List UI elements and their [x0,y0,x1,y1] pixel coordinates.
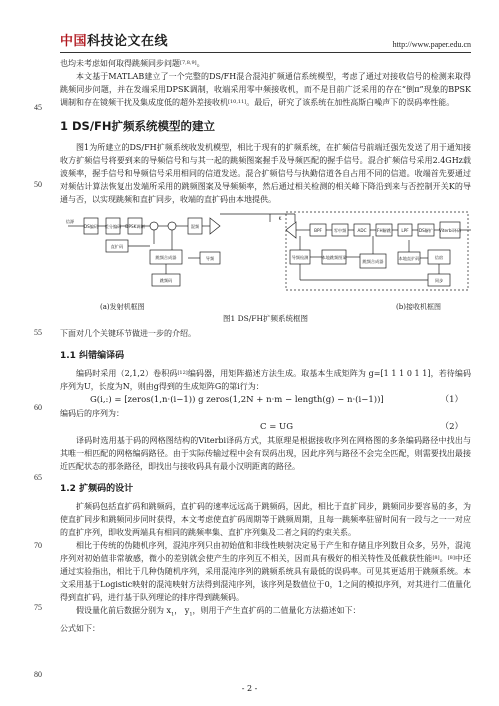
line-number: 65 [34,473,42,482]
line-number: 75 [34,603,42,612]
line-number: 60 [34,403,42,412]
section-1-2-paragraph-2: 相比于传统的伪随机序列，混沌序列只由初始值和非线性映射决定易于产生和存储且序列数目众多，另外，混沌序列对初始值非常敏感，微小的差别就会使产生的序列互不相关，因而具有极好的相关特性及低截获性能[8]。[8]中还通过实验指出，相比于几种伪随机序列，采用混沌序列的跳频系统具有最低的误码率。可见其更适用于跳频系统。本文采用基于Logistic映射的混沌映射方法得到混沌序列，该序列是数值位于0，1之间的模拟序列，对其进行二值量化得到直扩码，进行基于队列理论的排序得到跳频码。 [60,541,472,602]
site-url[interactable]: http://www.paper.edu.cn [392,40,471,49]
equation-2 [60,420,471,434]
line-number: 70 [34,541,42,550]
page-number: - 2 - [241,684,258,693]
figure-1 [60,210,471,300]
intro-paragraph-2: 本文基于MATLAB建立了一个完整的DS/FH混合混沌扩频通信系统模型，考虑了通过对接收信号的检测来取得跳频同步问题，并在发端采用DPSK调制，收端采用零中频接收机，而不是目前广泛采用的存在“倒π”现象的BPSK调制和存在镜频干扰及集成度低的超外差接收机[10,11]。最后，研究了该系统在加性高斯白噪声下的误码率性能。 [60,72,471,107]
citation[interactable]: [8] [447,555,455,561]
page-content [60,57,471,635]
section-1-1-paragraph-3: 译码时选用基于码的网格图结构的Viterbi译码方式，其原理是根据接收序列在网格图的多条编码路径中找出与其唯一相匹配的网格编码路径。由于实际传输过程中会有误码出现，因此序列与路径不会完全匹配，则需要找出最接近匹配状态的那条路径，即找出与接收码具有最小汉明距离的路径。 [60,436,471,471]
citation[interactable]: [12] [177,370,188,376]
section-1-1-paragraph-2: 编码后的序列为： [60,409,124,418]
equation-2-body: C = UG [260,422,293,432]
section-1-paragraph: 图1为所建立的DS/FH扩频系统收发机模型，相比于现有的扩频系统，在扩频信号前端迁强先发送了用于通知接收方扩频信号将要到来的导频信号和与其一起的跳频图案握手及导频匹配的握手信号。混合扩频信号采用2.4GHz载波频率，握手信号和导频信号采用相同的信道发送。混合扩频信号与执勤信道各自占用不同的信道。收端首先要通过对频估计算法恢复出发端所采用的跳频图案及导频频率，然后通过相关检测的相关峰下降沿到来与否控制开关K的导通与否，以实现跳频和直扩同步，收端的直扩码由本地提供。 [60,143,471,204]
citation[interactable]: [10,11] [228,99,247,105]
logo-red-text: 中国 [60,34,88,49]
tx-block-label: 跳频码 [159,278,173,283]
rx-block-label: 零中频 [333,228,347,233]
rx-block-label: 本地跳频图案 [321,255,347,260]
equation-1 [60,393,471,407]
tx-block-label: 导频 [205,256,215,261]
tx-block-label: DPSK调制 [125,224,145,229]
citation[interactable]: [8] [432,555,440,561]
figure-caption: 图1 DS/FH扩频系统框图 [222,314,309,323]
rx-block-label: FH解跳 [377,228,391,233]
page-header [0,0,499,49]
rx-block-label: BPF [314,228,322,233]
rx-block-label: 导频检测 [291,255,309,260]
intro-paragraph-1: 也均未考虑如何取得跳频同步问题[7,8,9]。 [60,59,205,68]
tx-block-label: 差分编码 [104,224,122,229]
rx-subcaption: (b)接收机框图 [396,303,441,311]
rx-block-label: ADC [357,228,367,233]
logo-black-text: 科技论文在线 [87,34,169,49]
line-number: 55 [34,328,42,337]
rx-block-label: 跳频合成器 [362,259,384,264]
tx-block-label: 跳频合成器 [155,255,177,260]
rx-block-label: 本地直扩码 [398,256,420,261]
equation-1-number: （1） [440,395,463,405]
line-number: 50 [34,180,42,189]
section-1-2-paragraph-4: 公式如下： [60,623,100,633]
switch-label: K [278,216,282,221]
tx-subcaption: (a)发射机框图 [100,303,145,311]
header-divider [60,52,471,53]
tx-source-label: 信源 [65,219,75,224]
rx-block-label: LPF [401,228,409,233]
figure-subcaptions [100,302,441,312]
equation-2-number: （2） [440,422,463,432]
block-diagram [60,210,471,300]
section-1-2-heading: 1.2 扩频码的设计 [60,484,134,494]
section-1-1-heading: 1.1 纠错编译码 [60,351,125,361]
equation-1-body: G(i,:) = [zeros(1,n·(i−1)) g zeros(1,2N + n·m − length(g) − n·(i−1))] [90,395,384,405]
tx-block-label: DS编码 [83,224,99,229]
transition-sentence: 下面对几个关键环节做进一步的介绍。 [60,329,196,338]
section-1-1-paragraph-1: 编码时采用（2,1,2）卷积码[12]编码器，用矩阵描述方法生成。取基本生成矩阵为 g=[1 1 1 0 1 1]，若待编码序列为U，长度为N，则由g得到的生成矩阵G的第i行为： [60,369,471,391]
line-number: 80 [34,670,42,679]
tx-block-label: 混频 [190,224,200,229]
citation[interactable]: [7,8,9] [180,60,197,66]
rx-block-label: 同步 [434,278,444,283]
rx-block-label: DS解扩 [418,228,434,233]
rx-block-label: 信宿 [434,255,444,260]
line-number: 45 [34,103,42,112]
section-1-2-paragraph-3: 假设量化前后数据分别为 $x_1$， $y_1$，则用于产生直扩码的二值量化方法描述如下： [76,606,361,618]
section-1-heading: 1 DS/FH扩频系统模型的建立 [60,119,216,133]
section-1-2-paragraph-1: 扩频码包括直扩码和跳频码，直扩码的速率远远高于跳频码，因此，相比于直扩同步，跳频同步要容易的多，为使直扩同步和跳频同步同时获得，本文考虑使直扩码周期等于跳频周期，且每一跳频率驻留时间有一段与之一一对应的直扩序列，即收发两端具有相同的跳频率集、直扩序列集及二者之间的约束关系。 [60,502,471,537]
tx-block-label: 直扩码 [110,244,124,249]
rx-block-label: Viterbi译码 [438,228,462,233]
site-logo[interactable] [60,30,168,49]
